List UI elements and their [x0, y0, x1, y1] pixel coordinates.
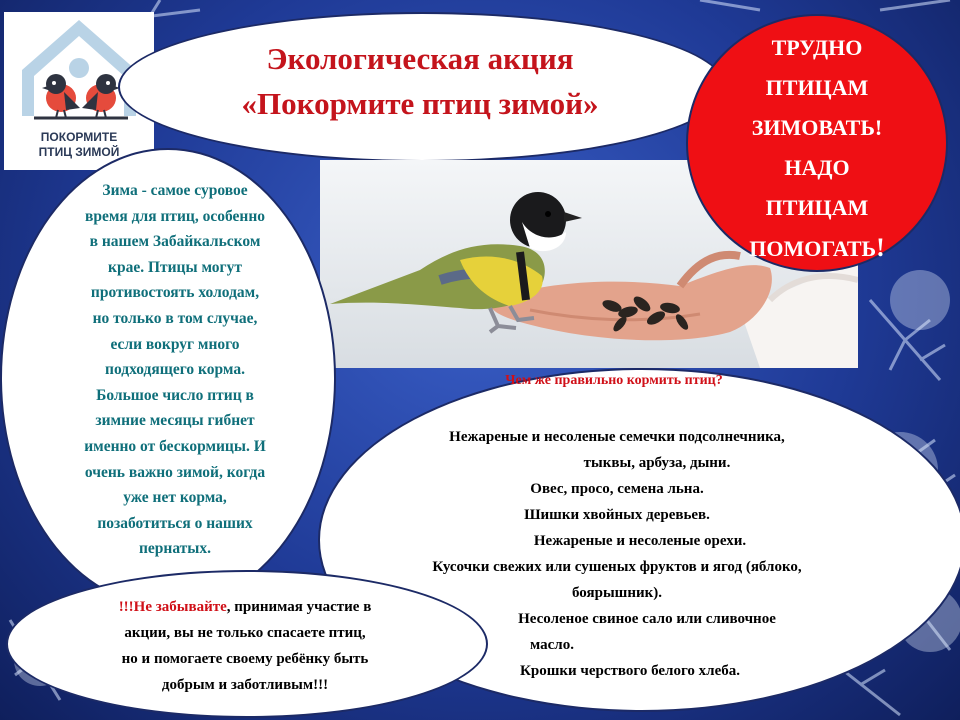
reminder-line-1: [54, 594, 436, 620]
feeding-item: тыквы, арбуза, дыни.: [583, 455, 731, 471]
title-line-2: «Покормите птиц зимой»: [241, 86, 599, 121]
feeding-item: Овес, просо, семена льна.: [530, 481, 704, 497]
intro-line: позаботиться о наших: [97, 514, 253, 532]
reminder-text: [54, 594, 436, 698]
feeding-item: Кусочки свежих или сушеных фруктов и ягод (яблоко,: [432, 559, 802, 575]
reminder-line-2: акции, вы не только спасаете птиц,: [124, 625, 366, 641]
slogan-line-1: ТРУДНО: [771, 35, 863, 60]
slogan-line-2: ПТИЦАМ: [765, 75, 869, 100]
slogan-line-3: ЗИМОВАТЬ!: [751, 115, 883, 140]
feeding-question: Чем же правильно кормить птиц?: [505, 373, 723, 388]
slogan-line-5: ПТИЦАМ: [765, 195, 869, 220]
intro-line: крае. Птицы могут: [108, 258, 242, 276]
feeding-item: Нежареные и несоленые семечки подсолнечника,: [449, 429, 785, 445]
feeding-item: масло.: [530, 637, 574, 653]
feeding-item: Нежареные и несоленые орехи.: [533, 533, 747, 549]
intro-line: противостоять холодам,: [90, 284, 260, 302]
title-line-1: Экологическая акция: [266, 41, 574, 76]
feeding-item: Шишки хвойных деревьев.: [524, 507, 710, 523]
intro-line: если вокруг много: [110, 335, 240, 353]
slogan-exclamation: !: [876, 233, 885, 262]
intro-line: время для птиц, особенно: [84, 207, 266, 225]
reminder-line-1-rest: , принимая участие в: [226, 599, 372, 615]
slogan-text: [700, 28, 934, 269]
logo-line-2: ПТИЦ ЗИМОЙ: [38, 145, 120, 159]
intro-line: зимние месяцы гибнет: [95, 412, 255, 430]
intro-line: но только в том случае,: [92, 309, 258, 327]
intro-line: подходящего корма.: [105, 361, 245, 379]
intro-text: [62, 178, 288, 562]
intro-line: уже нет корма,: [123, 489, 227, 507]
intro-line: именно от бескормицы. И: [84, 437, 266, 455]
reminder-line-4: добрым и заботливым!!!: [161, 677, 329, 693]
slogan-line-6-word: ПОМОГАТЬ: [749, 236, 877, 261]
intro-line: Зима - самое суровое: [102, 182, 248, 199]
intro-line: Большое число птиц в: [96, 386, 254, 404]
reminder-line-3: но и помогаете своему ребёнку быть: [121, 651, 369, 667]
page-title: [150, 36, 690, 126]
feeding-item: боярышник).: [571, 585, 663, 601]
intro-line: очень важно зимой, когда: [84, 463, 266, 481]
feeding-item: Крошки черствого белого хлеба.: [520, 663, 740, 679]
intro-line: пернатых.: [138, 540, 212, 558]
slogan-line-4: НАДО: [784, 155, 850, 180]
feeding-item: Несоленое свиное сало или сливочное: [518, 611, 776, 627]
intro-line: в нашем Забайкальском: [89, 233, 261, 251]
logo-line-1: ПОКОРМИТЕ: [40, 130, 118, 144]
reminder-highlight: !!!Не забывайте: [118, 599, 227, 615]
slogan-line-6: [700, 228, 934, 269]
